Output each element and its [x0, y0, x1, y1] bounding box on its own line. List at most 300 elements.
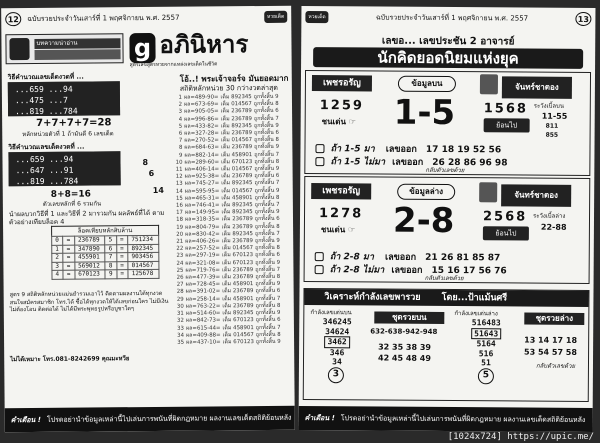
- card1-line2: [315, 154, 507, 169]
- result-list-cell: ผล=406-14=: [184, 166, 220, 173]
- result-list-cell: ผล=149-95=: [184, 209, 220, 216]
- result-list-cell: ผล=465-31=: [184, 195, 220, 202]
- right-title-main: นักคิดยอดนิยมแห่งยุค: [313, 47, 583, 69]
- col3-row: 5164: [476, 339, 496, 349]
- result-list-cell: ผล=830-42=: [185, 231, 220, 238]
- bottom-paragraph: สูตร 9 สถิติหลักหน่วยแม่นยำรวมเอาไว้ ติดตามผลงานได้ทุกงวด สนใจสมัครสมาชิก โทร.ได้ ซื้อได้ทุกงวดให้ได้เลขก่อนใคร ไม่มีเงินไม่ต้องโอน ติดต่อได้ ไม่ได้มีพระพุทธรูปหรือบูชาใดๆ: [9, 290, 169, 314]
- prediction-card-bottom: [304, 176, 591, 284]
- card1-line2-if: ถ้า 1-5 ไม่มา: [330, 157, 386, 168]
- result-list-cell: 1: [178, 94, 182, 101]
- checkbox-icon: [315, 144, 324, 153]
- left-page: [1, 6, 295, 433]
- result-list-cell: ผล=746-41=: [184, 202, 220, 209]
- result-list-cell: ถูกทั้งสิ้น 6: [254, 216, 280, 223]
- result-list-cell: เต็ม 236789: [222, 302, 254, 310]
- col1-pyramid: [310, 317, 364, 367]
- lock-cell: 236789: [74, 236, 105, 245]
- col1-circle: 3: [328, 367, 344, 383]
- formula1-row: ...475 ...7: [14, 95, 68, 106]
- lock-cell: 014567: [128, 261, 159, 270]
- result-list-cell: เต็ม 670123: [222, 317, 254, 324]
- result-list-cell: ผล=297-19=: [185, 252, 220, 260]
- result-list-cell: เต็ม 236789: [222, 266, 254, 274]
- lock-cell: 670123: [75, 270, 106, 279]
- formula1-title: วิธีคำนวณเลขเด็ดงวดที่ ...: [7, 72, 84, 82]
- left-header: [5, 10, 287, 26]
- card2-line1-if: ถ้า 2-8 มา: [329, 252, 374, 263]
- card1-note: กลับตัวเลขด้วย: [425, 166, 465, 175]
- formula2-grid: [8, 151, 120, 186]
- card2-badge: ย้อนไป: [483, 226, 529, 240]
- card2-line1-values: 21 26 81 85 87: [425, 252, 501, 264]
- result-list-cell: ถูกทั้งสิ้น 6: [255, 288, 281, 295]
- checkbox-icon: [315, 157, 324, 166]
- result-list-cell: 2: [178, 101, 183, 108]
- lock-table-title: ล็อคเทียบหลักสิบล้าน: [51, 225, 159, 236]
- lock-cell: =: [63, 245, 74, 254]
- card2-line2-label: เลขออก: [391, 265, 423, 276]
- card1-line1-if: ถ้า 1-5 มา: [330, 144, 375, 155]
- card1-right-sub3: 811: [545, 122, 559, 130]
- result-list-cell: ผล=925-38=: [184, 173, 220, 180]
- result-list-cell: ถูกทั้งสิ้น 8: [254, 194, 280, 201]
- col3-label: กำลังเลขเด่นล่าง: [454, 310, 498, 318]
- result-list-cell: ผล=391-02=: [185, 288, 221, 296]
- card1-left-num: 1259: [319, 98, 365, 114]
- result-list-cell: 9: [178, 152, 183, 159]
- result-list-cell: ผล=406-26=: [185, 238, 220, 245]
- result-list-cell: เต็ม 458901: [222, 281, 254, 288]
- col3-row: 51: [481, 358, 491, 368]
- result-list-cell: ผล=996-86=: [184, 115, 219, 123]
- result-list-cell: 35: [177, 339, 185, 346]
- result-list-cell: เต็ม 458901: [222, 295, 254, 303]
- result-list-cell: ถูกทั้งสิ้น 8: [255, 331, 281, 338]
- result-list-cell: ผล=673-69=: [183, 101, 219, 108]
- result-list-cell: ผล=289-60=: [184, 159, 220, 166]
- result-list-cell: ผล=615-44=: [185, 324, 221, 332]
- result-list-cell: 29: [176, 296, 184, 303]
- result-list-cell: 5: [178, 123, 183, 130]
- result-list-cell: ผล=684-63=: [184, 144, 220, 152]
- lock-cell: 5: [105, 236, 116, 245]
- result-list-cell: เต็ม 236789: [221, 173, 253, 180]
- result-list-cell: ถูกทั้งสิ้น 9: [253, 93, 279, 101]
- col2-row: 632-638-942-948: [370, 327, 438, 336]
- col1-row: 3462: [324, 336, 349, 348]
- result-list-cell: ถูกทั้งสิ้น 9: [254, 144, 280, 151]
- col2-title: ชุดรวยบน: [374, 311, 444, 323]
- left-footer-text: โปรดอย่านำข้อมูลเหล่านี้ไปเล่นการพนันที่ผิดกฎหมาย ผลงานเลขเด็ดสถิติย้อนหลัง: [46, 413, 292, 424]
- brand-logo: [129, 30, 287, 67]
- result-list-cell: 20: [176, 231, 184, 238]
- result-list-cell: เต็ม 458901: [222, 324, 254, 331]
- result-list-cell: เต็ม 014567: [221, 245, 254, 252]
- card1-right-num: 1568: [483, 101, 529, 117]
- result-list-cell: 32: [177, 317, 184, 325]
- result-list-cell: 17: [176, 209, 183, 217]
- lock-cell: 569012: [75, 261, 106, 270]
- right-header-logo: หวยเด็ด: [305, 11, 328, 23]
- brand-title: อภินิหาร: [159, 30, 249, 59]
- left-page-number: 12: [5, 12, 21, 26]
- result-list-cell: ถูกทั้งสิ้น 7: [254, 230, 280, 237]
- result-list-cell: ผล=327-28=: [184, 130, 219, 137]
- result-list-cell: ถูกทั้งสิ้น 7: [254, 180, 280, 187]
- result-list-cell: ถูกทั้งสิ้น 9: [255, 259, 281, 266]
- result-list-cell: เต็ม 670123: [221, 158, 253, 166]
- brand-subtitle: สูตรเลขสูตรหวยจากแหล่งเลขเด็ดในชีวิต: [129, 61, 218, 69]
- result-list-cell: เต็ม 458901: [221, 194, 253, 202]
- result-list-cell: 13: [175, 181, 183, 188]
- result-list-cell: 7: [178, 137, 183, 144]
- lock-table-row: [52, 269, 159, 278]
- right-title-top: เลขอ... เลขประชัน 2 อาจารย์: [381, 35, 515, 48]
- lock-cell: =: [63, 236, 74, 245]
- brand-g-icon: g: [129, 33, 155, 63]
- formula1-grid: [8, 81, 120, 116]
- result-list-cell: ผล=595-95=: [184, 188, 220, 195]
- result-list-cell: ถูกทั้งสิ้น 7: [255, 295, 281, 302]
- result-list-cell: เต็ม 014567: [221, 166, 253, 173]
- card1-right-sub4: 855: [545, 131, 559, 139]
- col4-note: กลับตัวเลขด้วย: [535, 362, 575, 370]
- col3-pyramid: [458, 318, 514, 368]
- card1-left-sub: [322, 115, 356, 128]
- result-list-cell: เต็ม 236789: [220, 130, 253, 137]
- result-list-cell: เต็ม 014567: [222, 331, 254, 339]
- result-list-cell: เต็ม 892345: [220, 94, 252, 101]
- result-list-cell: ถูกทั้งสิ้น 8: [255, 302, 281, 309]
- col2-mid-row: 32 35 38 39: [378, 342, 432, 352]
- result-list-cell: ถูกทั้งสิ้น 6: [254, 129, 279, 137]
- formula2-title: วิธีคำนวณเลขเด็ดงวดที่ ...: [8, 142, 85, 152]
- card1-badge: ย้อนไป: [484, 118, 530, 132]
- result-list-cell: เต็ม 236789: [220, 115, 252, 122]
- result-list-cell: เต็ม 670123: [221, 252, 254, 259]
- contact-line: ไม่ได้เหมาะ โทร.081-8242699 คุณมะหวีย: [10, 355, 130, 364]
- formula2-side: [142, 157, 163, 196]
- result-list-cell: ผล=433-82=: [184, 123, 219, 130]
- result-list-cell: ผล=257-52=: [185, 245, 220, 252]
- watermark: [1024x724] https://upic.me/: [447, 432, 594, 442]
- col1-label: กำลังเลขเด่นบน: [310, 309, 352, 317]
- right-footer: [299, 406, 593, 432]
- result-list-cell: 16: [176, 202, 183, 209]
- result-list-cell: ถูกทั้งสิ้น 8: [255, 273, 281, 281]
- lock-cell: 2: [52, 253, 63, 262]
- col3-row: 516: [478, 348, 494, 358]
- result-list-cell: ถูกทั้งสิ้น 8: [254, 223, 280, 230]
- result-list-cell: เต็ม 892345: [221, 180, 253, 187]
- result-list-cell: เต็ม 236789: [221, 238, 254, 245]
- card1-tag: ข้อมูลบน: [398, 76, 456, 92]
- lock-cell: 347890: [74, 244, 105, 253]
- lock-cell: 903456: [128, 252, 159, 261]
- card2-right-sub2: 22-88: [540, 222, 567, 232]
- result-list-cell: เต็ม 892345: [221, 202, 253, 209]
- result-list-cell: ผล=719-76=: [185, 267, 221, 274]
- formula2-row: ...819 ...784: [15, 176, 79, 187]
- result-list-cell: เต็ม 236789: [222, 274, 254, 281]
- result-list-cell: ถูกทั้งสิ้น 7: [254, 201, 280, 209]
- col4-row: 53 54 57 58: [524, 347, 577, 357]
- card1-name-right: จันทร์ชาตอง: [502, 76, 572, 98]
- card1-line2-label: เลขออก: [392, 157, 424, 168]
- result-list-cell: เต็ม 236789: [220, 144, 253, 151]
- lock-cell: 9: [105, 270, 116, 279]
- result-list-cell: ผล=258-14=: [185, 296, 221, 303]
- card2-tag: ข้อมูลล่าง: [397, 184, 455, 200]
- card1-right-sub2: 11-55: [541, 111, 568, 121]
- card1-right-sub1: ระวังเบิ้ลบน: [533, 102, 565, 110]
- col4-title: ชุดรวยล่าง: [524, 313, 584, 325]
- lock-cell: =: [63, 253, 74, 262]
- lock-cell: =: [117, 244, 128, 253]
- left-footer: [5, 406, 295, 433]
- card2-avatar: [479, 182, 497, 202]
- result-list-cell: 31: [176, 310, 184, 317]
- result-list-cell: ผล=318-35=: [184, 216, 220, 224]
- result-list-cell: ผล=804-79=: [185, 224, 220, 231]
- col4-rows: [524, 335, 577, 359]
- checkbox-icon: [315, 265, 324, 274]
- card1-line2-values: 26 28 86 96 98: [432, 157, 508, 169]
- result-list-cell: ถูกทั้งสิ้น 9: [254, 209, 280, 216]
- result-list: [172, 94, 290, 347]
- result-list-cell: เต็ม 014567: [220, 101, 252, 108]
- formula1-row: ...659 ...94: [14, 84, 73, 95]
- result-list-cell: 11: [175, 166, 183, 173]
- result-list-cell: ผล=437-10=: [186, 339, 221, 346]
- lock-cell: =: [63, 262, 74, 271]
- lock-table: [51, 235, 159, 279]
- lock-cell: 7: [105, 253, 116, 262]
- card2-line2-values: 15 16 17 56 76: [431, 265, 507, 277]
- result-list-cell: ถูกทั้งสิ้น 8: [254, 137, 279, 144]
- result-list-cell: ถูกทั้งสิ้น 7: [254, 151, 280, 158]
- brand-lead2: สถิติหลักหน่วย 30 กว่างวดล่าสุด: [179, 83, 278, 93]
- result-list-cell: 28: [176, 289, 184, 296]
- formula2-row: ...647 ...91: [15, 165, 74, 176]
- lock-cell: =: [117, 253, 128, 262]
- lock-cell: 8: [105, 261, 116, 270]
- col1-row: 34: [332, 357, 342, 367]
- card2-left-sub-label: ชนเด่น: [320, 225, 346, 235]
- result-list-cell: 25: [176, 267, 184, 274]
- result-list-cell: 27: [176, 281, 184, 289]
- formula1-note: หลักหน่วยตัวที่ 1 ถ้ามันดี 6 เลขเด็ด: [22, 130, 114, 139]
- ad-banner: [5, 33, 123, 64]
- card2-line2: [315, 262, 507, 277]
- result-list-cell: เต็ม 236789: [221, 223, 253, 231]
- lock-cell: 0: [52, 236, 63, 245]
- formula2-side-value: 14: [152, 185, 164, 195]
- formula2-sum: 8+8=16: [50, 189, 91, 200]
- analysis-section: [303, 288, 590, 402]
- result-list-cell: 14: [175, 188, 183, 195]
- right-page-number: 13: [575, 12, 591, 26]
- right-page: [299, 6, 596, 432]
- left-footer-label: คำเตือน !: [10, 415, 41, 424]
- result-list-cell: เต็ม 014567: [220, 137, 253, 144]
- prediction-card-top: [304, 70, 591, 176]
- analysis-header: [304, 289, 588, 307]
- result-list-cell: 15: [175, 195, 183, 202]
- result-list-cell: เต็ม 014567: [221, 187, 253, 194]
- result-list-cell: ผล=409-88=: [185, 332, 221, 339]
- card2-name-left: เพชรอรัญ: [311, 183, 371, 199]
- card2-note: กลับตัวเลขด้วย: [424, 274, 464, 283]
- lock-cell: 455901: [75, 253, 106, 262]
- result-list-cell: 26: [176, 274, 184, 281]
- pointing-hand-icon: ☞: [347, 225, 356, 235]
- result-list-cell: เต็ม 892345: [220, 122, 253, 130]
- brand-lead: โอ้..! พระเจ้าจอร์จ มันยอดมาก: [179, 73, 289, 84]
- col3-circle: 5: [478, 368, 494, 384]
- result-list-cell: 10: [175, 159, 183, 166]
- result-list-cell: 21: [176, 238, 184, 245]
- lock-cell: 1: [52, 245, 63, 254]
- ad-logo-icon: [9, 38, 29, 60]
- col3-row: 516483: [471, 318, 501, 328]
- result-list-cell: เต็ม 458901: [221, 151, 253, 158]
- result-list-cell: ถูกทั้งสิ้น 6: [254, 173, 280, 180]
- lock-cell: 3: [52, 262, 63, 271]
- result-list-cell: 3: [178, 109, 183, 116]
- checkbox-icon: [315, 252, 324, 261]
- result-list-cell: ถูกทั้งสิ้น 9: [255, 338, 281, 345]
- card2-line2-if: ถ้า 2-8 ไม่มา: [329, 265, 385, 276]
- card1-pair: 1-5: [393, 92, 456, 134]
- col1-row: 34624: [325, 326, 350, 336]
- result-list-cell: ถูกทั้งสิ้น 8: [255, 245, 280, 252]
- result-list-cell: ผล=489-90=: [183, 94, 219, 101]
- result-list-cell: ผล=905-05=: [184, 108, 219, 116]
- formula1-sum: 7+7+7+7=28: [36, 117, 112, 129]
- result-list-cell: ผล=477-39=: [185, 274, 221, 281]
- result-list-cell: 6: [178, 130, 183, 137]
- result-list-cell: 8: [178, 145, 183, 152]
- card2-left-num: 1278: [318, 206, 364, 222]
- formula2-side-value: 8: [142, 157, 149, 168]
- lock-cell: =: [117, 270, 128, 279]
- result-list-cell: ผล=745-27=: [184, 180, 220, 188]
- right-header-text: ฉบับรวยประจำวันเสาร์ที่ 1 พฤศจิกายน พ.ศ. 2557: [375, 12, 529, 23]
- result-list-cell: ถูกทั้งสิ้น 9: [254, 187, 280, 194]
- result-list-cell: เต็ม 670123: [222, 338, 254, 346]
- result-list-cell: เต็ม 236789: [221, 216, 253, 223]
- card1-avatar: [480, 74, 498, 94]
- analysis-title: วิเคราะห์กำลังเลขพารวย: [324, 292, 421, 303]
- result-list-cell: 4: [178, 116, 183, 123]
- col3-row: 51643: [471, 328, 501, 340]
- result-list-cell: เต็ม 892345: [221, 209, 253, 216]
- ad-banner-text: บทความน่าอ่าน: [34, 38, 120, 49]
- lock-cell: =: [116, 236, 127, 245]
- formula2-note: ตัวเลขหลักที่ 6 รวมกัน: [42, 200, 102, 208]
- lock-cell: 751234: [128, 235, 159, 244]
- col1-row: 346245: [322, 317, 352, 327]
- col1-row: 346: [329, 347, 345, 357]
- result-list-cell: 34: [177, 332, 185, 339]
- card2-pair: 2-8: [392, 200, 455, 242]
- lock-cell: =: [63, 270, 74, 279]
- result-list-cell: เต็ม 892345: [221, 230, 253, 238]
- lock-cell: 4: [52, 270, 63, 279]
- result-list-cell: ผล=270-52=: [184, 137, 219, 144]
- result-list-cell: ถูกทั้งสิ้น 9: [254, 165, 280, 173]
- lock-cell: 125678: [128, 269, 159, 278]
- result-list-cell: ผล=763-22=: [185, 303, 221, 310]
- analysis-by: โดย...ป้าแม้นศรี: [441, 292, 508, 304]
- right-footer-label: คำเตือน !: [304, 413, 335, 422]
- result-list-cell: ผล=321-08=: [185, 260, 221, 267]
- result-list-row: [174, 339, 290, 347]
- result-list-cell: เต็ม 236789: [222, 288, 254, 295]
- result-list-cell: ถูกทั้งสิ้น 9: [255, 309, 281, 317]
- col4-row: 13 14 17 18: [524, 335, 578, 345]
- card2-right-sub1: ระวังเบิ้ลล่าง: [532, 212, 566, 220]
- result-list-cell: ผล=728-45=: [185, 281, 221, 288]
- card2-right-num: 2568: [482, 209, 528, 225]
- result-list-cell: 33: [177, 325, 184, 332]
- card1-name-left: เพชรอรัญ: [312, 75, 372, 91]
- card1-line1-label: เลขออก: [385, 144, 417, 155]
- lock-cell: =: [117, 261, 128, 270]
- col2-mid-row: 42 45 48 49: [377, 353, 431, 363]
- result-list-cell: เต็ม 670123: [221, 259, 254, 267]
- result-list-cell: 22: [176, 245, 184, 253]
- result-list-cell: ถูกทั้งสิ้น 9: [254, 237, 280, 245]
- card1-line1-values: 17 18 19 52 56: [425, 144, 502, 156]
- result-list-cell: 12: [175, 173, 183, 180]
- lock-cell: 892345: [128, 244, 159, 253]
- formula2-side-value: 6: [148, 168, 155, 178]
- lock-cell: 6: [105, 244, 116, 253]
- result-list-cell: ถูกทั้งสิ้น 8: [253, 101, 279, 108]
- result-list-cell: ถูกทั้งสิ้น 9: [255, 281, 281, 288]
- card2-line1-label: เลขออก: [384, 252, 417, 263]
- result-list-cell: ผล=514-60=: [185, 310, 221, 317]
- result-list-cell: ถูกทั้งสิ้น 6: [253, 108, 279, 115]
- result-list-cell: เต็ม 892345: [222, 310, 254, 317]
- result-list-cell: ถูกทั้งสิ้น 6: [255, 317, 281, 324]
- card2-name-right: จันทร์ชาตอง: [501, 184, 571, 206]
- result-list-cell: 24: [176, 260, 184, 267]
- result-list-cell: ถูกทั้งสิ้น 7: [253, 115, 279, 122]
- result-list-cell: ผล=882-14=: [184, 152, 220, 159]
- result-list-cell: ถูกทั้งสิ้น 8: [254, 158, 280, 165]
- formula2-row: ...659 ...94: [15, 154, 74, 165]
- left-header-logo: หวยเด็ด: [264, 11, 287, 23]
- right-header: [305, 10, 591, 26]
- result-list-cell: ถูกทั้งสิ้น 9: [253, 122, 279, 129]
- card2-left-sub: [321, 223, 355, 236]
- ad-banner-bar: [35, 49, 121, 60]
- result-list-cell: 19: [176, 224, 184, 231]
- pointing-hand-icon: ☞: [348, 117, 356, 127]
- result-list-cell: 18: [176, 217, 184, 224]
- result-list-cell: 23: [176, 253, 184, 260]
- result-list-cell: 30: [176, 303, 184, 310]
- result-list-cell: เต็ม 236789: [220, 108, 252, 115]
- formula3-text: นำผลบวกวิธีที่ 1 และวิธีที่ 2 มารวมกัน ผลลัพธ์ที่ได้ ตามตัวอย่างเทียบล็อค 4: [8, 208, 165, 227]
- left-header-text: ฉบับรวยประจำวันเสาร์ที่ 1 พฤศจิกายน พ.ศ. 2557: [27, 13, 180, 23]
- result-list-cell: ผล=842-73=: [185, 317, 221, 324]
- card1-left-sub-label: ชนเด่น: [321, 117, 347, 127]
- formula1-row: ...819 ...784: [15, 106, 78, 117]
